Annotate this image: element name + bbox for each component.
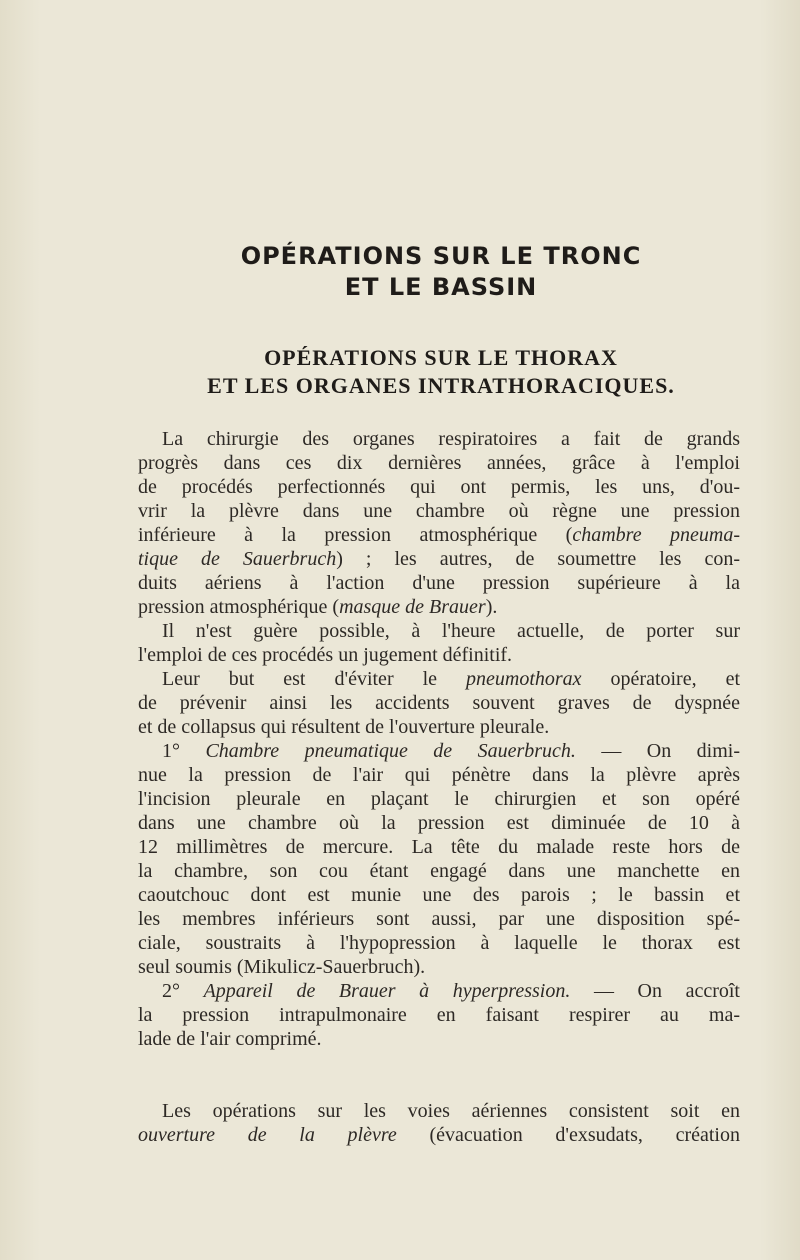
text-line: les membres inférieurs sont aussi, par une disposition spé- — [138, 908, 740, 930]
section-heading — [0, 344, 800, 400]
chapter-heading-line-2: ET LE BASSIN — [344, 273, 538, 301]
text-run: Leur but est d'éviter le — [162, 668, 466, 690]
text-line: de prévenir ainsi les accidents souvent graves de dyspnée — [138, 692, 740, 714]
text-line: de procédés perfectionnés qui ont permis, les uns, d'ou- — [138, 476, 740, 498]
text-line: La chirurgie des organes respiratoires a fait de grands — [162, 428, 740, 450]
text-run: opératoire, et — [581, 668, 741, 690]
text-run: pression atmosphérique ( — [138, 596, 340, 618]
italic-run: pneumothorax — [466, 668, 582, 690]
body-text-continued — [138, 1099, 740, 1147]
text-run: 2° — [162, 980, 204, 1002]
text-line: vrir la plèvre dans une chambre où règne une pression — [138, 500, 740, 522]
text-line: progrès dans ces dix dernières années, grâce à l'emploi — [138, 452, 740, 474]
text-line: 12 millimètres de mercure. La tête du malade reste hors de — [138, 836, 740, 858]
text-line: lade de l'air comprimé. — [138, 1028, 322, 1050]
text-line — [138, 547, 740, 571]
italic-run: tique de Sauerbruch — [138, 548, 337, 570]
text-line: caoutchouc dont est munie une des parois ; le bassin et — [138, 884, 740, 906]
text-line: nue la pression de l'air qui pénètre dans la plèvre après — [138, 764, 740, 786]
text-line — [138, 1123, 740, 1147]
text-line: dans une chambre où la pression est diminuée de 10 à — [138, 812, 740, 834]
text-run: — On accroît — [570, 980, 740, 1002]
body-text — [138, 427, 740, 1051]
text-line: duits aériens à l'action d'une pression supérieure à la — [138, 572, 740, 594]
chapter-heading — [0, 241, 800, 303]
section-heading-line-1: OPÉRATIONS SUR LE THORAX — [264, 345, 618, 370]
text-line: et de collapsus qui résultent de l'ouverture pleurale. — [138, 716, 550, 738]
italic-run: Appareil de Brauer à hyperpression. — [203, 980, 571, 1002]
section-heading-line-2: ET LES ORGANES INTRATHORACIQUES. — [207, 373, 675, 398]
chapter-heading-line-1: OPÉRATIONS SUR LE TRONC — [240, 242, 642, 270]
text-line: l'incision pleurale en plaçant le chirurgien et son opéré — [138, 788, 740, 810]
text-line: Les opérations sur les voies aériennes consistent soit en — [162, 1100, 740, 1122]
text-run: (évacuation d'exsudats, création — [396, 1124, 740, 1146]
text-line — [138, 595, 740, 619]
text-line: l'emploi de ces procédés un jugement définitif. — [138, 644, 513, 666]
text-line: ciale, soustraits à l'hypopression à laquelle le thorax est — [138, 932, 740, 954]
text-line — [138, 523, 740, 547]
text-run: — On dimi- — [575, 740, 740, 762]
italic-run: ouverture de la plèvre — [138, 1124, 397, 1146]
text-run: inférieure à la pression atmosphérique ( — [138, 524, 573, 546]
text-line: seul soumis (Mikulicz-Sauerbruch). — [138, 956, 426, 978]
text-line: Il n'est guère possible, à l'heure actuelle, de porter sur — [162, 620, 740, 642]
text-line — [138, 739, 740, 763]
text-run: 1° — [162, 740, 206, 762]
text-line — [138, 667, 740, 691]
text-run: ) ; les autres, de soumettre les con- — [336, 548, 741, 570]
text-run: ). — [485, 596, 498, 618]
text-line: la chambre, son cou étant engagé dans une manchette en — [138, 860, 740, 882]
text-line: la pression intrapulmonaire en faisant respirer au ma- — [138, 1004, 740, 1026]
italic-run: masque de Brauer — [339, 596, 486, 618]
text-line — [138, 979, 740, 1003]
italic-run: chambre pneuma- — [572, 524, 740, 546]
italic-run: Chambre pneumatique de Sauerbruch. — [205, 740, 576, 762]
